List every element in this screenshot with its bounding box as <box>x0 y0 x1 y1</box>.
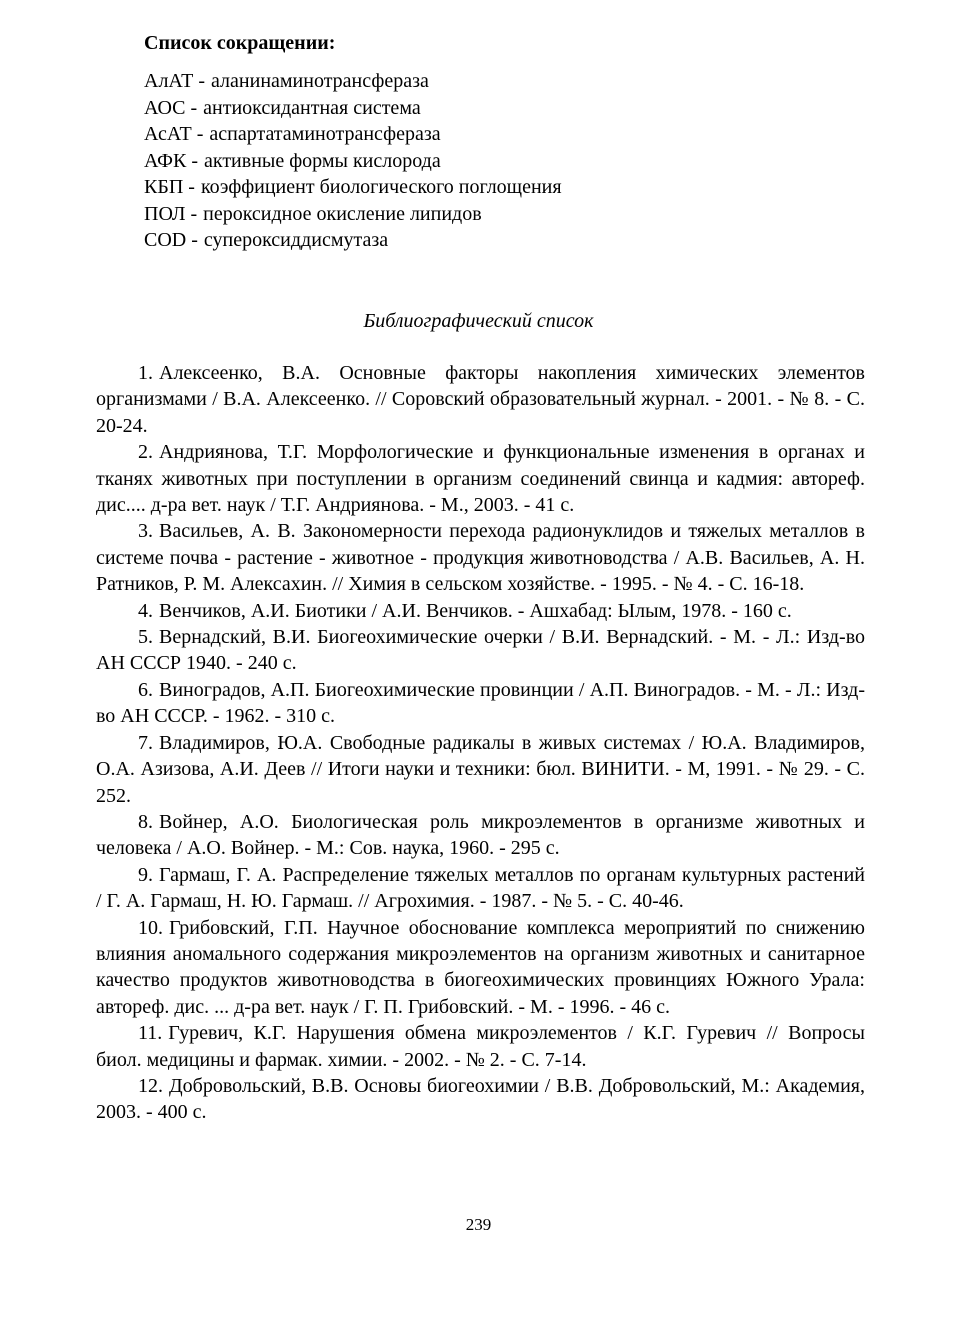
entry-text: Венчиков, А.И. Биотики / А.И. Венчиков. - Ашхабад: Ылым, 1978. - 160 с. <box>159 599 792 622</box>
abbreviation-item <box>144 68 562 95</box>
entry-text: Алексеенко, В.А. Основные факторы накопления химических элементов организмами / В.А. Алексеенко. // Соровский образовательный журнал. - 2001. - № 8. - С. 20-24. <box>96 362 865 437</box>
abbreviation-item <box>144 148 562 175</box>
bibliography-entry <box>96 862 865 915</box>
entry-text: Виноградов, А.П. Биогеохимические провинции / А.П. Виноградов. - М. - Л.: Изд-во АН СССР. - 1962. - 310 с. <box>96 678 865 728</box>
abbreviation-key: АлАТ - <box>144 70 205 92</box>
bibliography-entry <box>96 439 865 518</box>
abbreviation-key: АФК - <box>144 149 198 172</box>
abbreviations-list <box>144 68 562 254</box>
entry-text: Гуревич, К.Г. Нарушения обмена микроэлементов / К.Г. Гуревич // Вопросы биол. медицины и фармак. химии. - 2002. - № 2. - С. 7-14. <box>96 1022 865 1071</box>
bibliography-entry <box>96 518 865 597</box>
entry-number: 5. <box>138 626 153 649</box>
abbreviation-item <box>144 201 562 228</box>
entry-text: Васильев, А. В. Закономерности перехода радионуклидов и тяжелых металлов в системе почва - растение - животное - продукция животноводства / А.В. Васильев, А. Н. Ратников, Р. М. Алексахин. // Химия в сельском хозяйстве. - 1995. - № 4. - С. 16-18. <box>96 520 865 596</box>
bibliography-title: Библиографический список <box>363 310 594 332</box>
abbreviation-item <box>144 121 562 148</box>
abbreviation-key: АОС - <box>144 96 198 119</box>
abbreviations-title: Список сокращении: <box>144 32 336 54</box>
abbreviation-meaning: активные формы кислорода <box>203 149 441 172</box>
bibliography-entry <box>96 1020 865 1073</box>
entry-number: 8. <box>138 810 153 833</box>
abbreviation-meaning: пероксидное окисление липидов <box>203 202 482 225</box>
bibliography-list <box>96 360 865 1126</box>
bibliography-entry <box>96 598 865 624</box>
entry-text: Вернадский, В.И. Биогеохимические очерки / В.И. Вернадский. - М. - Л.: Изд-во АН СССР 1940. - 240 с. <box>96 626 865 675</box>
abbreviation-key: ПОЛ - <box>144 202 198 225</box>
bibliography-entry <box>96 809 865 862</box>
bibliography-entry <box>96 1073 865 1126</box>
abbreviation-meaning: коэффициент биологического поглощения <box>200 176 562 198</box>
abbreviation-item <box>144 95 562 122</box>
entry-text: Добровольский, В.В. Основы биогеохимии / В.В. Добровольский, М.: Академия, 2003. - 400 с. <box>96 1074 865 1124</box>
bibliography-entry <box>96 360 865 439</box>
entry-number: 9. <box>138 863 153 886</box>
entry-number: 4. <box>138 599 153 622</box>
entry-text: Гармаш, Г. А. Распределение тяжелых металлов по органам культурных растений / Г. А. Гармаш, Н. Ю. Гармаш. // Агрохимия. - 1987. - № 5. - С. 40-46. <box>96 863 865 913</box>
abbreviation-item <box>144 227 562 254</box>
bibliography-entry <box>96 677 865 730</box>
abbreviation-item <box>144 174 562 201</box>
page-number: 239 <box>465 1215 492 1234</box>
abbreviation-key: КБП - <box>144 176 195 198</box>
bibliography-entry <box>96 915 865 1021</box>
entry-number: 1. <box>138 362 153 384</box>
bibliography-entry <box>96 730 865 809</box>
entry-text: Владимиров, Ю.А. Свободные радикалы в живых системах / Ю.А. Владимиров, О.А. Азизова, А.И. Деев // Итоги науки и техники: бюл. ВИНИТИ. - М, 1991. - № 29. - С. 252. <box>96 731 865 807</box>
entry-number: 12. <box>138 1074 163 1097</box>
entry-text: Войнер, А.О. Биологическая роль микроэлементов в организме животных и человека / А.О. Войнер. - М.: Сов. наука, 1960. - 295 с. <box>96 810 865 860</box>
abbreviation-key: СОD - <box>144 229 198 251</box>
entry-number: 6. <box>138 678 153 701</box>
entry-number: 7. <box>138 731 153 754</box>
entry-number: 2. <box>138 441 153 464</box>
entry-number: 3. <box>138 520 153 543</box>
entry-number: 11. <box>138 1022 163 1045</box>
abbreviation-key: АсАТ - <box>144 123 204 145</box>
entry-number: 10. <box>138 916 163 939</box>
entry-text: Грибовский, Г.П. Научное обоснование комплекса мероприятий по снижению влияния аномального содержания микроэлементов на организм животных и санитарное качество продуктов животноводства в биогеохимических провинциях Южного Урала: автореф. дис. ... д-ра вет. наук / Г. П. Грибовский. - М. - 1996. - 46 с. <box>96 916 865 1018</box>
abbreviation-meaning: аланинаминотрансфераза <box>211 70 429 92</box>
bibliography-entry <box>96 624 865 677</box>
abbreviation-meaning: супероксиддисмутаза <box>203 229 389 251</box>
abbreviation-meaning: аспартатаминотрансфераза <box>209 123 441 145</box>
abbreviation-meaning: антиоксидантная система <box>203 96 421 119</box>
entry-text: Андриянова, Т.Г. Морфологические и функциональные изменения в органах и тканях животных при поступлении в организм соединений свинца и кадмия: автореф. дис.... д-ра вет. наук / Т.Г. Андриянова. - М., 2003. - 41 с. <box>96 441 865 517</box>
